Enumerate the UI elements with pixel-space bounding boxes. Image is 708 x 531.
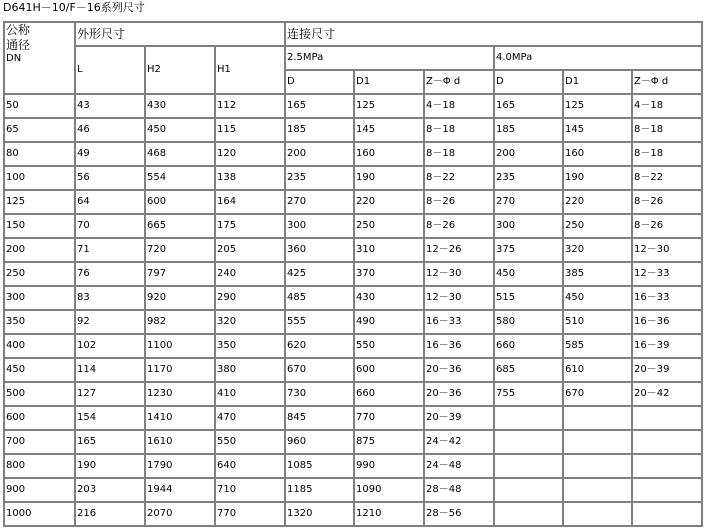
cell-zd-4-0: 8－26	[632, 190, 702, 214]
table-row	[4, 238, 702, 262]
cell-h2: 450	[145, 118, 215, 142]
cell-dn: 65	[4, 118, 75, 142]
cell-l: 71	[75, 238, 145, 262]
cell-d1-4-0: 250	[563, 214, 632, 238]
cell-d1-4-0: 320	[563, 238, 632, 262]
cell-h1: 164	[215, 190, 285, 214]
cell-dn: 500	[4, 382, 75, 406]
header-pressure-4-0: 4.0MPa	[494, 46, 702, 70]
cell-d1-2-5: 250	[354, 214, 424, 238]
cell-d-2-5: 1085	[285, 454, 354, 478]
table-row	[4, 262, 702, 286]
cell-zd-4-0: 16－39	[632, 334, 702, 358]
cell-d-4-0: 200	[494, 142, 563, 166]
cell-d1-2-5: 220	[354, 190, 424, 214]
cell-d1-4-0	[563, 478, 632, 502]
cell-h2: 665	[145, 214, 215, 238]
cell-zd-2-5: 4－18	[424, 94, 494, 118]
cell-d-4-0: 165	[494, 94, 563, 118]
header-col-Zd-4-0: Z－Φ d	[632, 70, 702, 94]
cell-zd-2-5: 8－18	[424, 118, 494, 142]
cell-d-4-0: 580	[494, 310, 563, 334]
cell-h1: 770	[215, 502, 285, 526]
cell-zd-2-5: 20－36	[424, 382, 494, 406]
cell-d1-4-0	[563, 406, 632, 430]
cell-zd-4-0: 12－30	[632, 238, 702, 262]
cell-d1-4-0: 125	[563, 94, 632, 118]
cell-d1-2-5: 1210	[354, 502, 424, 526]
cell-l: 216	[75, 502, 145, 526]
cell-h1: 410	[215, 382, 285, 406]
table-row	[4, 406, 702, 430]
cell-l: 70	[75, 214, 145, 238]
cell-h2: 1944	[145, 478, 215, 502]
cell-d-2-5: 1320	[285, 502, 354, 526]
cell-l: 114	[75, 358, 145, 382]
dimension-table	[3, 21, 703, 527]
cell-d-4-0: 235	[494, 166, 563, 190]
cell-d1-2-5: 145	[354, 118, 424, 142]
cell-d-4-0	[494, 406, 563, 430]
cell-d1-2-5: 310	[354, 238, 424, 262]
cell-dn: 800	[4, 454, 75, 478]
cell-d-2-5: 960	[285, 430, 354, 454]
cell-dn: 600	[4, 406, 75, 430]
cell-d1-2-5: 125	[354, 94, 424, 118]
table-row	[4, 478, 702, 502]
cell-d1-2-5: 190	[354, 166, 424, 190]
table-row	[4, 502, 702, 526]
cell-d1-2-5: 600	[354, 358, 424, 382]
cell-l: 56	[75, 166, 145, 190]
cell-dn: 200	[4, 238, 75, 262]
table-row	[4, 166, 702, 190]
cell-zd-2-5: 8－18	[424, 142, 494, 166]
cell-zd-2-5: 28－56	[424, 502, 494, 526]
cell-d-2-5: 270	[285, 190, 354, 214]
cell-d-2-5: 555	[285, 310, 354, 334]
header-col-L: L	[75, 46, 145, 94]
cell-zd-4-0	[632, 478, 702, 502]
cell-d1-2-5: 875	[354, 430, 424, 454]
table-row	[4, 334, 702, 358]
header-col-H1: H1	[215, 46, 285, 94]
cell-h2: 1230	[145, 382, 215, 406]
cell-zd-2-5: 8－26	[424, 190, 494, 214]
cell-d-4-0: 270	[494, 190, 563, 214]
cell-d1-4-0: 510	[563, 310, 632, 334]
cell-d1-4-0	[563, 430, 632, 454]
cell-d-4-0	[494, 478, 563, 502]
cell-l: 83	[75, 286, 145, 310]
table-row	[4, 94, 702, 118]
cell-d1-4-0: 160	[563, 142, 632, 166]
cell-h2: 1790	[145, 454, 215, 478]
cell-d-2-5: 670	[285, 358, 354, 382]
cell-d1-2-5: 550	[354, 334, 424, 358]
cell-d1-4-0: 610	[563, 358, 632, 382]
header-connection-dimensions: 连接尺寸	[285, 22, 702, 46]
cell-zd-4-0: 12－33	[632, 262, 702, 286]
cell-d1-4-0: 385	[563, 262, 632, 286]
cell-d-2-5: 200	[285, 142, 354, 166]
cell-h1: 710	[215, 478, 285, 502]
header-col-D1-4-0: D1	[563, 70, 632, 94]
cell-d-4-0: 515	[494, 286, 563, 310]
cell-h2: 2070	[145, 502, 215, 526]
cell-dn: 900	[4, 478, 75, 502]
cell-zd-4-0	[632, 430, 702, 454]
cell-zd-4-0	[632, 454, 702, 478]
cell-d1-4-0	[563, 502, 632, 526]
cell-d1-2-5: 370	[354, 262, 424, 286]
page-title: D641H－10/F－16系列尺寸	[3, 1, 145, 14]
cell-dn: 300	[4, 286, 75, 310]
cell-zd-2-5: 24－42	[424, 430, 494, 454]
cell-l: 165	[75, 430, 145, 454]
cell-h1: 138	[215, 166, 285, 190]
cell-h1: 320	[215, 310, 285, 334]
cell-d1-2-5: 660	[354, 382, 424, 406]
cell-dn: 350	[4, 310, 75, 334]
cell-d-2-5: 300	[285, 214, 354, 238]
cell-dn: 250	[4, 262, 75, 286]
cell-d-2-5: 1185	[285, 478, 354, 502]
cell-l: 76	[75, 262, 145, 286]
cell-zd-4-0: 20－42	[632, 382, 702, 406]
cell-zd-2-5: 16－33	[424, 310, 494, 334]
cell-dn: 80	[4, 142, 75, 166]
cell-zd-2-5: 20－36	[424, 358, 494, 382]
cell-zd-4-0: 8－18	[632, 142, 702, 166]
cell-h2: 1170	[145, 358, 215, 382]
cell-h2: 554	[145, 166, 215, 190]
cell-zd-4-0	[632, 406, 702, 430]
cell-d1-4-0: 190	[563, 166, 632, 190]
header-col-H2: H2	[145, 46, 215, 94]
cell-dn: 400	[4, 334, 75, 358]
cell-h2: 1610	[145, 430, 215, 454]
cell-zd-2-5: 28－48	[424, 478, 494, 502]
cell-l: 102	[75, 334, 145, 358]
table-row	[4, 358, 702, 382]
cell-zd-4-0: 16－36	[632, 310, 702, 334]
header-col-Zd-2-5: Z－Φ d	[424, 70, 494, 94]
cell-h1: 115	[215, 118, 285, 142]
cell-d-2-5: 620	[285, 334, 354, 358]
cell-h1: 205	[215, 238, 285, 262]
cell-zd-2-5: 20－39	[424, 406, 494, 430]
table-row	[4, 382, 702, 406]
cell-h2: 982	[145, 310, 215, 334]
cell-h1: 350	[215, 334, 285, 358]
cell-d-2-5: 165	[285, 94, 354, 118]
cell-d-4-0: 755	[494, 382, 563, 406]
table-row	[4, 310, 702, 334]
header-nominal-line2: 通径	[6, 38, 31, 52]
cell-d1-2-5: 160	[354, 142, 424, 166]
cell-h1: 120	[215, 142, 285, 166]
cell-zd-2-5: 24－48	[424, 454, 494, 478]
cell-d1-4-0	[563, 454, 632, 478]
cell-zd-2-5: 12－26	[424, 238, 494, 262]
cell-d1-2-5: 990	[354, 454, 424, 478]
cell-dn: 700	[4, 430, 75, 454]
cell-dn: 1000	[4, 502, 75, 526]
cell-h1: 470	[215, 406, 285, 430]
table-row	[4, 286, 702, 310]
cell-h2: 720	[145, 238, 215, 262]
cell-dn: 100	[4, 166, 75, 190]
table-row	[4, 430, 702, 454]
cell-d-4-0: 660	[494, 334, 563, 358]
header-col-D-2-5: D	[285, 70, 354, 94]
header-pressure-2-5: 2.5MPa	[285, 46, 494, 70]
cell-zd-4-0	[632, 502, 702, 526]
cell-h1: 550	[215, 430, 285, 454]
cell-l: 92	[75, 310, 145, 334]
cell-h2: 920	[145, 286, 215, 310]
cell-l: 190	[75, 454, 145, 478]
cell-h2: 1100	[145, 334, 215, 358]
cell-h1: 640	[215, 454, 285, 478]
cell-d-2-5: 845	[285, 406, 354, 430]
table-row	[4, 190, 702, 214]
cell-l: 127	[75, 382, 145, 406]
cell-l: 46	[75, 118, 145, 142]
cell-h2: 468	[145, 142, 215, 166]
cell-l: 43	[75, 94, 145, 118]
header-nominal-diameter	[4, 22, 75, 94]
cell-d-4-0: 185	[494, 118, 563, 142]
cell-d1-2-5: 490	[354, 310, 424, 334]
cell-d-4-0: 450	[494, 262, 563, 286]
cell-h1: 290	[215, 286, 285, 310]
cell-l: 203	[75, 478, 145, 502]
cell-dn: 150	[4, 214, 75, 238]
cell-dn: 50	[4, 94, 75, 118]
cell-d1-4-0: 585	[563, 334, 632, 358]
cell-h2: 797	[145, 262, 215, 286]
cell-d-4-0: 375	[494, 238, 563, 262]
cell-zd-2-5: 16－36	[424, 334, 494, 358]
cell-dn: 125	[4, 190, 75, 214]
cell-h2: 600	[145, 190, 215, 214]
header-nominal-line1: 公称	[6, 23, 31, 37]
cell-d-4-0	[494, 502, 563, 526]
cell-d-4-0	[494, 430, 563, 454]
cell-zd-2-5: 12－30	[424, 262, 494, 286]
cell-d1-2-5: 1090	[354, 478, 424, 502]
cell-h2: 1410	[145, 406, 215, 430]
cell-d1-2-5: 430	[354, 286, 424, 310]
table-row	[4, 118, 702, 142]
cell-h1: 380	[215, 358, 285, 382]
header-outline-dimensions: 外形尺寸	[75, 22, 285, 46]
cell-zd-2-5: 8－22	[424, 166, 494, 190]
cell-l: 64	[75, 190, 145, 214]
cell-zd-4-0: 8－26	[632, 214, 702, 238]
cell-zd-4-0: 16－33	[632, 286, 702, 310]
cell-h1: 240	[215, 262, 285, 286]
table-row	[4, 142, 702, 166]
header-col-D1-2-5: D1	[354, 70, 424, 94]
cell-d1-4-0: 450	[563, 286, 632, 310]
cell-d-4-0	[494, 454, 563, 478]
cell-l: 154	[75, 406, 145, 430]
cell-d1-4-0: 220	[563, 190, 632, 214]
cell-zd-2-5: 8－26	[424, 214, 494, 238]
cell-h1: 112	[215, 94, 285, 118]
cell-zd-2-5: 12－30	[424, 286, 494, 310]
cell-d-2-5: 360	[285, 238, 354, 262]
header-nominal-line3: DN	[6, 53, 22, 64]
cell-d1-4-0: 670	[563, 382, 632, 406]
cell-h2: 430	[145, 94, 215, 118]
cell-l: 49	[75, 142, 145, 166]
cell-d1-4-0: 145	[563, 118, 632, 142]
cell-d-2-5: 235	[285, 166, 354, 190]
cell-d-4-0: 685	[494, 358, 563, 382]
cell-d-2-5: 485	[285, 286, 354, 310]
cell-dn: 450	[4, 358, 75, 382]
cell-d-2-5: 425	[285, 262, 354, 286]
cell-zd-4-0: 4－18	[632, 94, 702, 118]
cell-h1: 175	[215, 214, 285, 238]
table-row	[4, 214, 702, 238]
cell-zd-4-0: 8－18	[632, 118, 702, 142]
table-row	[4, 454, 702, 478]
cell-d-2-5: 730	[285, 382, 354, 406]
cell-d-4-0: 300	[494, 214, 563, 238]
cell-zd-4-0: 8－22	[632, 166, 702, 190]
cell-d-2-5: 185	[285, 118, 354, 142]
cell-zd-4-0: 20－39	[632, 358, 702, 382]
header-col-D-4-0: D	[494, 70, 563, 94]
cell-d1-2-5: 770	[354, 406, 424, 430]
